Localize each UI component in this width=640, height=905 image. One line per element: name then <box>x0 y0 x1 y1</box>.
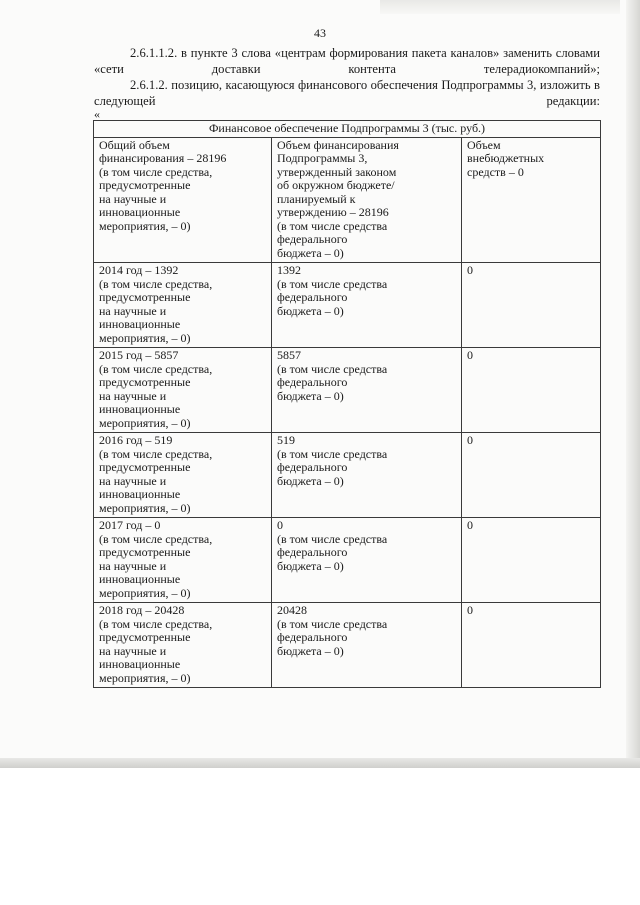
table-cell: 20428 (в том числе средства федерального бюджета – 0) <box>272 603 462 688</box>
financing-table <box>93 120 601 688</box>
paragraph-amendment-1: 2.6.1.1.2. в пункте 3 слова «центрам формирования пакета каналов» заменить словами «сети доставки контента телерадиокомпаний»; <box>94 46 600 76</box>
header-extrabudgetary: Объем внебюджетных средств – 0 <box>462 137 601 263</box>
table-cell: 2016 год – 519 (в том числе средства, предусмотренные на научные и инновационные мероприятия, – 0) <box>94 433 272 518</box>
table-cell: 519 (в том числе средства федерального бюджета – 0) <box>272 433 462 518</box>
table-title-row <box>94 121 601 138</box>
table-cell: 2015 год – 5857 (в том числе средства, предусмотренные на научные и инновационные мероприятия, – 0) <box>94 348 272 433</box>
table-row <box>94 518 601 603</box>
table-cell: 2014 год – 1392 (в том числе средства, предусмотренные на научные и инновационные мероприятия, – 0) <box>94 263 272 348</box>
scan-artifact <box>380 0 620 14</box>
table-row <box>94 348 601 433</box>
table-row <box>94 263 601 348</box>
scan-edge-shadow <box>626 0 640 768</box>
table-cell: 0 (в том числе средства федерального бюджета – 0) <box>272 518 462 603</box>
table-row <box>94 433 601 518</box>
table-cell: 0 <box>462 433 601 518</box>
table-cell: 1392 (в том числе средства федерального бюджета – 0) <box>272 263 462 348</box>
table-row <box>94 603 601 688</box>
header-program-financing: Объем финансирования Подпрограммы 3, утвержденный законом об окружном бюджете/ планируемый к утверждению – 28196 (в том числе средства федерального бюджета – 0) <box>272 137 462 263</box>
table-title: Финансовое обеспечение Подпрограммы 3 (тыс. руб.) <box>94 121 601 138</box>
table-cell: 0 <box>462 263 601 348</box>
header-total-financing: Общий объем финансирования – 28196 (в том числе средства, предусмотренные на научные и инновационные мероприятия, – 0) <box>94 137 272 263</box>
table-cell: 2018 год – 20428 (в том числе средства, предусмотренные на научные и инновационные мероприятия, – 0) <box>94 603 272 688</box>
table-header-row <box>94 137 601 263</box>
table-cell: 2017 год – 0 (в том числе средства, предусмотренные на научные и инновационные мероприятия, – 0) <box>94 518 272 603</box>
opening-quote: « <box>94 107 100 121</box>
paragraph-amendment-2: 2.6.1.2. позицию, касающуюся финансового обеспечения Подпрограммы 3, изложить в следующей редакции: <box>94 78 600 108</box>
table-cell: 0 <box>462 348 601 433</box>
page-number: 43 <box>314 26 326 40</box>
table-cell: 0 <box>462 518 601 603</box>
table-cell: 0 <box>462 603 601 688</box>
scan-bottom-edge <box>0 758 640 768</box>
table-cell: 5857 (в том числе средства федерального бюджета – 0) <box>272 348 462 433</box>
